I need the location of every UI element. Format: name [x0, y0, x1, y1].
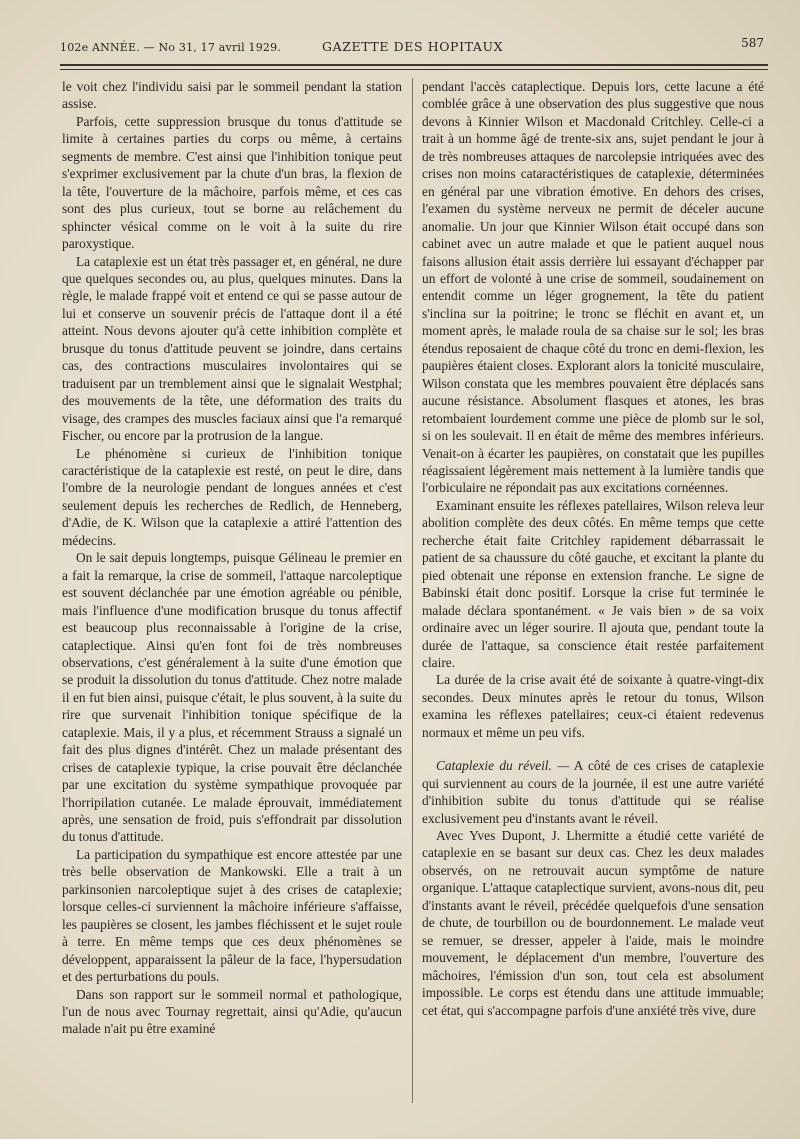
paragraph-text: A côté de ces crises de cataplexie qui surviennent au cours de la journée, il est une autre variété d'inhibition subite du tonus d'attitude qui se réalise exclusivement peu d'instants avant le réveil.	[422, 758, 765, 826]
paragraph: le voit chez l'individu saisi par le sommeil pendant la station assise.	[62, 79, 402, 112]
header-rule-thin	[60, 69, 768, 70]
paragraph: On le sait depuis longtemps, puisque Gélineau le premier en a fait la remarque, la crise de sommeil, l'attaque narcoleptique est souvent déclanchée par une émotion agréable ou pénible, mais l'influence d'une modification brusque du tonus affectif est beaucoup plus reconnaissable à l'origine de la crise, cataplectique. Ainsi qu'en font foi de très nombreuses observations, c'est généralement à la suite d'une émotion que se produit la dissolution du tonus d'attitude. Chez notre malade il en fut bien ainsi, puisque c'était, le plus souvent, à la suite du rire que survenait l'inhibition tonique spécifique de la cataplexie. Mais, il y a plus, et récemment Strauss a signalé un fait des plus dignes d'intérêt. Chez un malade présentant des crises de cataplexie typique, la crise pouvait être déclanchée par une excitation du système sympathique provoquée par l'horripilation cutanée. Le malade éprouvait, immédiatement après, une sensation de froid, puis s'effondrait par dissolution du tonus d'attitude.	[62, 550, 402, 845]
paragraph: pendant l'accès cataplectique. Depuis lors, cette lacune a été comblée grâce à une observation des plus suggestive que nous devons à Kinnier Wilson et Macdonald Critchley. Celle-ci a trait à un homme âgé de trente-six ans, sujet pendant le jour à de très nombreuses attaques de narcolepsie intriquées avec des crises non moins cataractéristiques de cataplexie, déterminées en général par une vibration émotive. En dehors des crises, l'examen du système nerveux ne permit de déceler aucune anomalie. Un jour que Kinnier Wilson était occupé dans son cabinet avec un autre malade et que le patient auquel nous faisons allusion était assis derrière lui essayant d'échapper par un effort de volonté à une crise de sommeil, soudainement on entendit comme un léger grognement, la tête du patient s'inclina sur la poitrine; le tronc se fléchit en avant et, un moment après, le malade roula de sa chaise sur le sol; les bras étendus reposaient de chaque côté du tronc en demi-flexion, les paupières étaient closes. Explorant alors la tonicité musculaire, Wilson constata que les membres pouvaient être déplacés sans aucune résistance. Absolument flasques et atones, les bras retombaient lourdement comme une pièce de plomb sur le sol, si on les soulevait. Il en était de même des membres inférieurs. Venait-on à écarter les paupières, on constatait que les pupilles réagissaient légèrement mais nettement à la lumière tandis que l'orbiculaire ne répondait pas aux excitations cornéennes.	[422, 79, 764, 496]
paragraph: La cataplexie est un état très passager et, en général, ne dure que quelques secondes ou, au plus, quelques minutes. Dans la règle, le malade frappé voit et entend ce qui se passe autour de lui et conserve un souvenir précis de l'attaque dont il a été atteint. Nous devons ajouter qu'à cette inhibition complète et brusque du tonus d'attitude peuvent se joindre, dans certains cas, des contractions musculaires involontaires qui se traduisent par un tremblement ainsi que le signalait Westphal; des mouvements de la tête, une déformation des traits du visage, des crampes des muscles faciaux ainsi que l'a remarqué Fischer, ou encore par la protrusion de la langue.	[62, 253, 402, 444]
right-column	[422, 78, 764, 1019]
left-column	[62, 78, 402, 1038]
page-header	[60, 36, 764, 58]
paragraph: Examinant ensuite les réflexes patellaires, Wilson releva leur abolition complète des deux côtés. En même temps que cette recherche était faite Critchley rapidement débarrassait le patient de sa chaussure du côté gauche, et excitant la plante du pied obtenait une réponse en extension franche. Le signe de Babinski était donc positif. Lorsque la crise fut terminée le malade déclara spontanément. « Je vais bien » de sa voix ordinaire avec un léger sourire. Il ajouta que, pendant toute la durée de l'attaque, sa conscience était restée parfaitement claire.	[422, 497, 764, 670]
paragraph: Avec Yves Dupont, J. Lhermitte a étudié cette variété de cataplexie en se basant sur deux cas. Chez les deux malades observés, on ne retrouvait aucun symptôme de nature organique. L'attaque cataplectique survient, avons-nous dit, peu d'instants avant le réveil, précédée quelquefois d'une sensation de chute, de tourbillon ou de bourdonnement. Le malade veut se remuer, se dresser, appeler à l'aide, mais le moindre mouvement, le déplacement d'un membre, l'ouverture des mâchoires, l'émission d'un son, tout cela est absolument impossible. Le corps est étendu dans une attitude immuable; cet état, qui s'accompagne parfois d'une anxiété très vive, dure	[422, 828, 764, 1018]
paragraph: La participation du sympathique est encore attestée par une très belle observation de Mankowski. Elle a trait à un parkinsonien narcoleptique sujet à des crises de cataplexie; lorsque celles-ci surviennent la mâchoire inférieure s'affaisse, les paupières se closent, les jambes fléchissent et le sujet roule à terre. En même temps que ces deux phénomènes se développent, apparaissent la pâleur de la face, l'hypersudation et des perturbations du pouls.	[62, 846, 402, 985]
journal-title: GAZETTE DES HOPITAUX	[322, 39, 504, 54]
section-heading: Cataplexie du réveil. —	[436, 758, 570, 774]
paragraph: Le phénomène si curieux de l'inhibition tonique caractéristique de la cataplexie est resté, on peut le dire, dans l'ombre de la neurologie pendant de longues années et c'est seulement depuis les recherches de Redlich, de Henneberg, d'Adie, de K. Wilson que la cataplexie a attiré l'attention des médecins.	[62, 445, 402, 548]
page-number: 587	[741, 36, 764, 50]
header-rule-thick	[60, 64, 768, 66]
paragraph: Parfois, cette suppression brusque du tonus d'attitude se limite à certaines parties du corps ou même, à certains segments de membre. C'est ainsi que l'inhibition tonique peut s'exprimer exclusivement par la chute d'un bras, la flexion de la tête, l'ouverture de la mâchoire, parfois même, et ces cas sont des plus curieux, tout se borne au relâchement du sphincter vésical comme on le voit à la suite du rire paroxystique.	[62, 113, 402, 252]
issue-line: 102e ANNÉE. — No 31, 17 avril 1929.	[60, 41, 282, 54]
paragraph: Dans son rapport sur le sommeil normal et pathologique, l'un de nous avec Tournay regrettait, ainsi qu'Adie, qu'aucun malade n'ait pu être examiné	[62, 986, 402, 1037]
paragraph	[422, 757, 764, 827]
paragraph: La durée de la crise avait été de soixante à quatre-vingt-dix secondes. Deux minutes après le retour du tonus, Wilson examina les réflexes patellaires; ceux-ci étaient redevenus normaux et même un peu vifs.	[422, 672, 764, 740]
column-separator	[412, 78, 413, 1103]
